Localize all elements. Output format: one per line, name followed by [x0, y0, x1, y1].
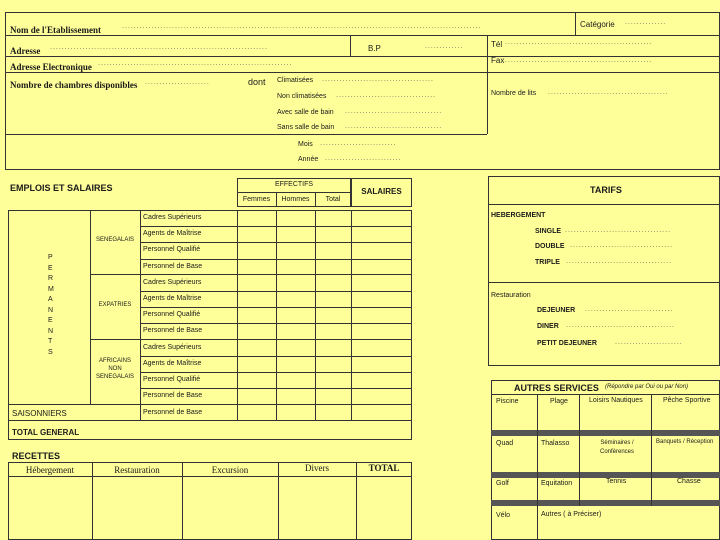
- divider: [356, 462, 357, 540]
- permanents-letter: M: [48, 285, 54, 293]
- climatisees-field[interactable]: ......................................: [322, 76, 434, 83]
- categorie-field[interactable]: ..............: [625, 19, 667, 26]
- dejeuner-label: DEJEUNER: [537, 307, 576, 314]
- total-label: Total: [325, 196, 341, 203]
- permanents-letter: A: [48, 296, 53, 303]
- dejeuner-field[interactable]: ..............................: [585, 306, 674, 313]
- divider: [350, 35, 351, 56]
- row-divider: [140, 307, 412, 308]
- service-piscine: Piscine: [496, 398, 519, 405]
- services-box: [491, 380, 720, 540]
- permanents-letter: S: [48, 348, 53, 356]
- nombre-lits-label: Nombre de lits: [491, 90, 537, 97]
- service-chasse: Chasse: [677, 478, 701, 485]
- bp-field[interactable]: .............: [425, 43, 464, 50]
- climatisees-label: Climatisées: [277, 77, 314, 84]
- divider: [237, 192, 351, 193]
- divider: [537, 394, 538, 540]
- tel-field[interactable]: ..................................................: [505, 39, 653, 46]
- tarifs-title: TARIFS: [590, 185, 622, 195]
- service-plage: Plage: [550, 398, 568, 405]
- services-title: AUTRES SERVICES: [514, 383, 599, 393]
- divider: [575, 12, 576, 35]
- emplois-row-label: Cadres Supérieurs: [143, 214, 202, 221]
- emplois-row-label: Agents de Maîtrise: [143, 230, 202, 238]
- row-divider: [140, 356, 412, 357]
- service-quad: Quad: [496, 440, 514, 447]
- petit-dejeuner-label: PETIT DEJEUNER: [537, 340, 597, 347]
- triple-label: TRIPLE: [535, 259, 560, 266]
- saisonniers-row-label: Personnel de Base: [143, 409, 203, 416]
- triple-field[interactable]: ....................................: [566, 258, 673, 265]
- row-divider: [140, 323, 412, 324]
- row-divider: [140, 259, 412, 260]
- divider: [278, 462, 279, 540]
- recettes-col-total: TOTAL: [368, 463, 400, 473]
- nom-field[interactable]: ..........................................................................................................................: [122, 23, 482, 30]
- recettes-col-restauration: Restauration: [114, 465, 160, 475]
- row-divider: [140, 388, 412, 389]
- emplois-row-label: Personnel de Base: [143, 392, 203, 400]
- single-label: SINGLE: [535, 228, 562, 235]
- service-tennis: Tennis: [606, 478, 627, 485]
- emplois-row-label: Cadres Supérieurs: [143, 278, 202, 286]
- service-peche: Pêche Sportive: [663, 397, 711, 404]
- service-velo: Vélo: [496, 512, 511, 519]
- hommes-label: Hommes: [281, 196, 310, 203]
- africains-label: AFRICAINS NON SENEGALAIS: [95, 358, 134, 380]
- adresse-label: Adresse: [10, 46, 41, 56]
- restauration-label: Restauration: [491, 292, 531, 299]
- adresse-field[interactable]: ..........................................................................: [50, 44, 268, 51]
- emplois-row-label: Cadres Supérieurs: [143, 343, 202, 351]
- permanents-letter: E: [48, 317, 53, 324]
- permanents-letter: P: [48, 254, 53, 261]
- service-thalasso: Thalasso: [541, 440, 570, 447]
- avec-bain-label: Avec salle de bain: [277, 109, 334, 116]
- divider: [488, 282, 720, 283]
- effectifs-label: EFFECTIFS: [274, 181, 314, 188]
- recettes-col-hebergement: Hébergement: [25, 465, 75, 475]
- service-seminaires: Séminaires / Conférences: [599, 440, 635, 455]
- fax-label: Fax: [491, 56, 505, 65]
- divider: [5, 35, 720, 36]
- chambres-field[interactable]: ......................: [145, 79, 210, 86]
- adresse-elec-label: Adresse Electronique: [10, 62, 92, 72]
- service-banquets: Banquets / Réception: [656, 439, 714, 445]
- row-divider: [140, 372, 412, 373]
- permanents-letter: N: [48, 306, 54, 314]
- salaires-label: SALAIRES: [361, 187, 402, 196]
- emplois-title: EMPLOIS ET SALAIRES: [10, 183, 113, 193]
- diner-label: DINER: [537, 323, 559, 330]
- emplois-row-label: Agents de Maîtrise: [143, 295, 202, 302]
- bp-label: B.P: [368, 44, 381, 53]
- avec-bain-field[interactable]: .................................: [345, 108, 443, 115]
- senegalais-label: SENEGALAIS: [95, 237, 134, 243]
- divider: [488, 204, 720, 205]
- services-band: [491, 500, 720, 506]
- chambres-label: Nombre de chambres disponibles: [10, 80, 138, 90]
- nom-label: Nom de l'Etablissement: [10, 25, 101, 35]
- permanents-letter: R: [48, 275, 54, 282]
- sans-bain-field[interactable]: .................................: [345, 123, 443, 130]
- categorie-label: Catégorie: [580, 20, 615, 29]
- emplois-row-label: Personnel Qualifié: [143, 311, 201, 319]
- emplois-row-label: Agents de Maîtrise: [143, 359, 202, 367]
- service-golf: Golf: [496, 480, 509, 487]
- permanents-letter: T: [48, 338, 53, 345]
- services-band: [491, 430, 720, 436]
- emplois-row-label: Personnel de Base: [143, 262, 203, 270]
- row-divider: [140, 291, 412, 292]
- permanents-letter: N: [48, 327, 54, 335]
- service-loisirs: Loisirs Nautiques: [589, 397, 643, 404]
- divider: [491, 394, 720, 395]
- recettes-col-divers: Divers: [305, 463, 329, 473]
- recettes-title: RECETTES: [12, 451, 61, 461]
- adresse-elec-field[interactable]: ..................................................................: [98, 60, 293, 67]
- diner-field[interactable]: .....................................: [566, 322, 675, 329]
- sans-bain-label: Sans salle de bain: [277, 124, 335, 131]
- total-general-label: TOTAL GENERAL: [12, 428, 80, 437]
- single-field[interactable]: ....................................: [565, 227, 672, 234]
- non-climatisees-field[interactable]: ..................................: [336, 92, 437, 99]
- services-note: (Répondre par Oui ou par Non): [605, 384, 689, 390]
- double-label: DOUBLE: [535, 243, 565, 250]
- non-climatisees-label: Non climatisées: [277, 93, 327, 100]
- service-equitation: Equitation: [541, 480, 573, 487]
- expatries-label: EXPATRIES: [98, 302, 132, 308]
- mois-field[interactable]: ..........................: [320, 140, 397, 147]
- row-divider: [140, 226, 412, 227]
- nombre-lits-field[interactable]: .........................................: [548, 89, 669, 96]
- tel-label: Tél: [491, 40, 503, 49]
- divider: [5, 134, 487, 135]
- annee-label: Année: [298, 156, 319, 163]
- divider: [487, 35, 488, 134]
- emplois-row-label: Personnel Qualifié: [143, 246, 201, 254]
- annee-field[interactable]: ..........................: [325, 155, 402, 162]
- divider: [8, 420, 412, 421]
- dont-label: dont: [248, 77, 266, 87]
- femmes-label: Femmes: [242, 196, 271, 203]
- divider: [90, 274, 412, 275]
- petit-dejeuner-field[interactable]: .......................: [615, 339, 683, 346]
- emplois-row-label: Personnel de Base: [143, 327, 203, 335]
- divider: [8, 404, 412, 405]
- recettes-col-excursion: Excursion: [211, 465, 249, 475]
- divider: [5, 72, 720, 73]
- service-autres: Autres ( à Préciser): [541, 511, 602, 518]
- hebergement-label: HEBERGEMENT: [491, 212, 546, 219]
- row-divider: [140, 242, 412, 243]
- saisonniers-label: SAISONNIERS: [12, 409, 67, 418]
- divider: [579, 394, 580, 506]
- divider: [8, 476, 412, 477]
- divider: [651, 394, 652, 506]
- double-field[interactable]: ...................................: [570, 242, 674, 249]
- emplois-row-label: Personnel Qualifié: [143, 376, 201, 383]
- mois-label: Mois: [298, 141, 313, 148]
- permanents-letter: E: [48, 264, 53, 272]
- divider: [90, 339, 412, 340]
- fax-field[interactable]: ..................................................: [505, 57, 653, 64]
